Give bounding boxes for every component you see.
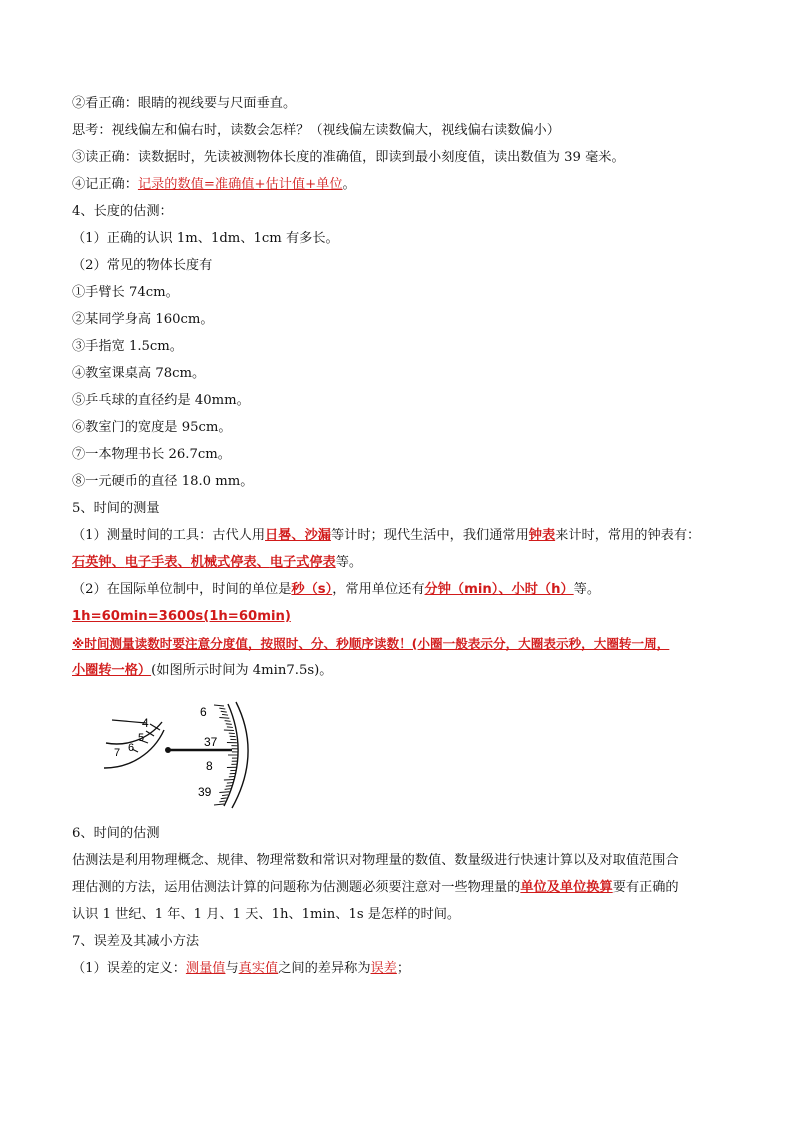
text-line: [72, 522, 732, 549]
line-text: 等计时；现代生活中，我们通常用: [330, 528, 529, 543]
small-dial-label: 6: [128, 742, 135, 754]
list-item: [72, 468, 732, 495]
dial-tick: [219, 801, 225, 802]
line-text: 认识 1 世纪、1 年、1 月、1 天、1h、1min、1s 是怎样的时间。: [72, 907, 461, 922]
heading-text: 6、时间的估测: [72, 826, 160, 841]
text-line: [72, 225, 732, 252]
line-text: ③读正确：读数据时，先读被测物体长度的准确值，即读到最小刻度值，读出数值为 39 毫米。: [72, 150, 625, 165]
dial-tick: [226, 724, 232, 725]
dial-tick: [222, 714, 228, 715]
section-heading: [72, 928, 732, 955]
line-text: ①手臂长 74cm。: [72, 285, 179, 300]
text-line: [72, 630, 732, 657]
line-text: ④记正确：: [72, 177, 138, 192]
line-text: （1）误差的定义：: [72, 961, 186, 976]
dial-tick: [219, 792, 229, 793]
highlight-text: 真实值: [238, 961, 279, 976]
list-item: [72, 414, 732, 441]
line-text: ②某同学身高 160cm。: [72, 312, 214, 327]
text-line: [72, 901, 732, 928]
dial-tick: [224, 730, 234, 731]
section-heading: [72, 495, 732, 522]
highlight-text: 、: [256, 555, 270, 570]
highlight-text: 记录的数值=准确值+估计值+单位: [137, 177, 343, 192]
dial-tick: [225, 721, 231, 722]
text-line: [72, 657, 732, 684]
line-text: 与: [225, 961, 239, 976]
section-heading: [72, 198, 732, 225]
dial-tick: [214, 804, 224, 805]
line-text: ④教室课桌高 78cm。: [72, 366, 206, 381]
section-heading: [72, 820, 732, 847]
line-text: 等。: [573, 582, 601, 597]
highlight-text: 小时（h）: [511, 582, 574, 597]
dial-tick: [222, 795, 228, 796]
list-item: [72, 306, 732, 333]
pointer: [165, 747, 232, 753]
highlight-text: 单位及单位换算: [520, 880, 613, 895]
heading-text: 4、长度的估测：: [72, 204, 173, 219]
line-text: （2）常见的物体长度有: [72, 258, 213, 273]
small-dial-label: 7: [114, 747, 121, 759]
line-text: （1）正确的认识 1m、1dm、1cm 有多长。: [72, 231, 339, 246]
text-line: [72, 955, 732, 982]
highlight-text: 日晷、沙漏: [265, 528, 331, 543]
dial-tick: [219, 718, 229, 719]
text-line: [72, 847, 732, 874]
dial-tick: [221, 711, 227, 712]
line-text: 估测法是利用物理概念、规律、物理常数和常识对物理量的数值、数量级进行快速计算以及对取值范围合: [72, 853, 679, 868]
line-text: ⑤乒乓球的直径约是 40mm。: [72, 393, 250, 408]
large-dial-arc: [198, 702, 248, 808]
highlight-text: 钟表: [528, 528, 556, 543]
dial-tick: [226, 786, 232, 787]
text-line: [72, 252, 732, 279]
line-text: ②看正确：眼睛的视线要与尺面垂直。: [72, 96, 297, 111]
line-text: (如图所示时间为 4min7.5s)。: [151, 663, 333, 678]
line-text: ⑧一元硬币的直径 18.0 mm。: [72, 474, 254, 489]
text-line: [72, 144, 732, 171]
highlight-text: 测量值: [185, 961, 226, 976]
line-text: 来计时，常用的钟表有：: [555, 528, 701, 543]
dial-tick: [224, 780, 234, 781]
text-line: [72, 171, 732, 198]
document-page: [72, 90, 732, 684]
large-dial-label: 8: [206, 759, 213, 773]
heading-text: 5、时间的测量: [72, 501, 160, 516]
line-text: 之间的差异称为: [278, 961, 371, 976]
line-text: ⑦一本物理书长 26.7cm。: [72, 447, 231, 462]
line-text: ⑥教室门的宽度是 95cm。: [72, 420, 232, 435]
large-dial-label: 37: [204, 735, 218, 749]
dial-tick: [219, 708, 225, 709]
text-line: [72, 117, 732, 144]
highlight-text: 机械式停表: [190, 555, 257, 570]
heading-text: 7、误差及其减小方法: [72, 934, 200, 949]
list-item: [72, 333, 732, 360]
text-line: [72, 90, 732, 117]
dial-tick: [214, 705, 224, 706]
line-text: （1）测量时间的工具：古代人用: [72, 528, 266, 543]
line-text: （2）在国际单位制中，时间的单位是: [72, 582, 292, 597]
line-text: 理估测的方法，运用估测法计算的问题称为估测题必须要注意对一些物理量的: [72, 880, 521, 895]
text-line: [72, 576, 732, 603]
small-dial-label: 5: [138, 732, 145, 744]
line-text: ，常用单位还有: [332, 582, 425, 597]
highlight-text: 1h=60min=3600s(1h=60min): [72, 609, 291, 624]
list-item: [72, 441, 732, 468]
list-item: [72, 387, 732, 414]
large-dial-label: 39: [198, 785, 212, 799]
list-item: [72, 279, 732, 306]
highlight-text: 、: [177, 555, 191, 570]
text-line: [72, 549, 732, 576]
highlight-text: 电子手表: [124, 555, 178, 570]
text-line: [72, 874, 732, 901]
highlight-text: 秒（s）: [291, 582, 333, 597]
dial-tick: [221, 798, 227, 799]
highlight-text: 、: [498, 582, 512, 597]
stopwatch-dial-figure: [100, 700, 260, 812]
highlight-text: 石英钟: [72, 555, 112, 570]
small-dial-label: 4: [142, 716, 149, 730]
highlight-text: 电子式停表: [269, 555, 336, 570]
highlight-text: ※时间测量读数时要注意分度值，按照时、分、秒顺序读数！(小圈一般表示分，大圈表示秒，大圈转一周，: [72, 636, 670, 651]
dial-tick: [227, 783, 233, 784]
large-dial-label: 6: [200, 705, 207, 719]
highlight-text: 误差: [370, 961, 397, 976]
line-text: 等。: [335, 555, 363, 570]
line-text: ③手指宽 1.5cm。: [72, 339, 183, 354]
highlight-text: 小圈转一格）: [72, 663, 152, 678]
line-text: 要有正确的: [612, 880, 679, 895]
highlight-text: 、: [111, 555, 125, 570]
dial-tick: [227, 727, 233, 728]
line-text: ；: [396, 961, 411, 976]
small-dial-arc: [104, 716, 164, 768]
list-item: [72, 360, 732, 387]
text-line: [72, 603, 732, 630]
document-page-continued: [72, 820, 732, 982]
line-text: 思考：视线偏左和偏右时，读数会怎样？（视线偏左读数偏大，视线偏右读数偏小）: [72, 123, 560, 138]
dial-tick: [225, 789, 231, 790]
line-text: 。: [342, 177, 356, 192]
highlight-text: 分钟（min）: [424, 582, 499, 597]
